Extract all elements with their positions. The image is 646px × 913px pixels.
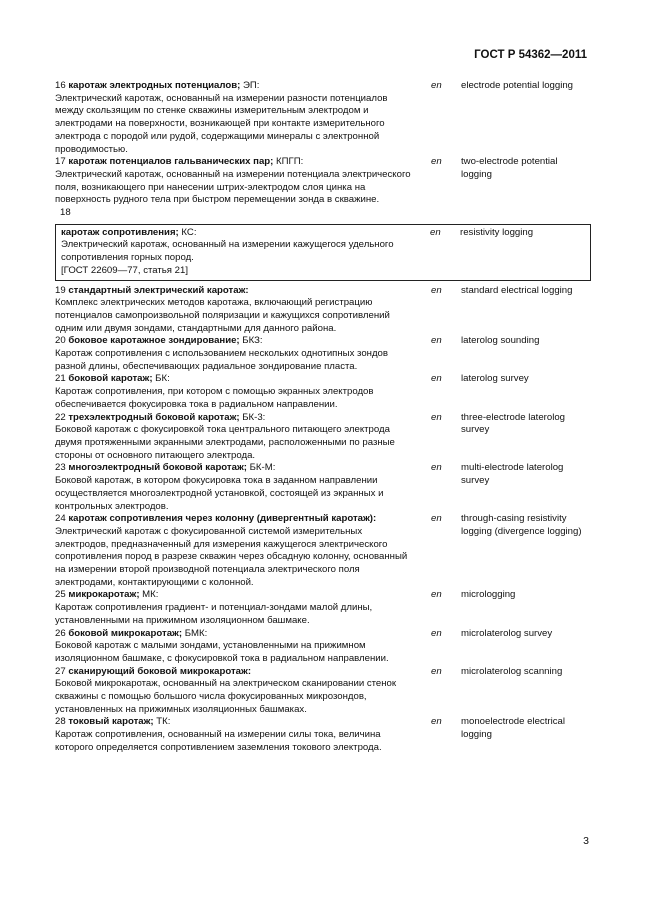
- terms-list-continued: [55, 285, 591, 755]
- term-abbr: КС:: [178, 226, 197, 238]
- english-term: microlaterolog survey: [461, 627, 553, 639]
- term-entry-26: [55, 628, 591, 666]
- term-name: токовый каротаж;: [68, 716, 154, 728]
- term-abbr: ЭП:: [240, 80, 260, 91]
- term-definition: Электрический каротаж с фокусированной системой измерительных электродов, предназначенный для измерения кажущегося электрического сопротивления пород в разрезе скважин через обсадную колонну, основанный на измерении второй производной потенциала электрического поля электродами, контактирующими с колонной.: [55, 525, 408, 588]
- term-number: 17: [55, 156, 66, 168]
- term-name: многоэлектродный боковой каротаж;: [68, 462, 247, 474]
- term-reference: [ГОСТ 22609—77, статья 21]: [61, 264, 188, 276]
- english-term: three-electrode laterolog survey: [461, 411, 565, 436]
- term-definition: Боковой каротаж, в котором фокусировка тока в заданном направлении осуществляется многоэлектродной установкой, состоящей из экранных и контрольных электродов.: [55, 475, 384, 512]
- english-term: laterolog survey: [461, 373, 529, 385]
- term-entry-23: [55, 462, 591, 513]
- term-number: 27: [55, 665, 66, 677]
- term-name: боковой микрокаротаж;: [68, 627, 183, 639]
- english-term: through-casing resistivity logging (divergence logging): [461, 513, 582, 537]
- lang-code: en: [431, 462, 442, 474]
- english-term: micrologging: [461, 589, 516, 601]
- term-ru: [55, 412, 418, 463]
- lang-code: en: [431, 589, 442, 601]
- term-abbr: БК-3:: [239, 411, 266, 423]
- term-ru: [55, 156, 418, 207]
- term-name: каротаж потенциалов гальванических пар;: [68, 156, 274, 168]
- term-abbr: КПГП:: [273, 156, 304, 168]
- term-ru: [55, 716, 418, 754]
- document-header: ГОСТ Р 54362—2011: [474, 49, 587, 61]
- term-number: 28: [55, 716, 66, 728]
- term-abbr: БМК:: [182, 627, 208, 639]
- term-definition: Каротаж сопротивления, при котором с помощью экранных электродов обеспечивается фокусировка тока в радиальном направлении.: [55, 386, 374, 410]
- term-abbr: ТК:: [153, 716, 171, 728]
- term-number: 23: [55, 462, 66, 474]
- term-ru: [55, 285, 418, 336]
- term-number: 16: [55, 80, 66, 91]
- lang-code: en: [431, 156, 442, 168]
- terms-list: [55, 80, 591, 755]
- term-entry-25: [55, 589, 591, 627]
- term-definition: Электрический каротаж, основанный на измерении разности потенциалов между скользящим по стенке скважины измерительным электродом и электродами на поверхности, возникающей при контакте измерительного электрода с породой или рудой, содержащими минералы с электронной проводимостью.: [55, 92, 388, 155]
- term-name: стандартный электрический каротаж:: [68, 284, 249, 296]
- english-term: standard electrical logging: [461, 284, 573, 296]
- term-entry-16: [55, 80, 591, 156]
- lang-code: en: [431, 373, 442, 385]
- term-entry-20: [55, 335, 591, 373]
- term-name: трехэлектродный боковой каротаж;: [68, 411, 240, 423]
- lang-code: en: [431, 627, 442, 639]
- term-ru: [55, 628, 418, 666]
- term-name: каротаж сопротивления через колонну (дивергентный каротаж):: [68, 513, 377, 525]
- term-ru: [55, 666, 418, 717]
- term-definition: Боковой микрокаротаж, основанный на электрическом сканировании стенок скважины с помощью большого числа фокусированных микрозондов, установленных на прижимных изоляционных башмаках.: [55, 678, 397, 715]
- term-ru: [61, 227, 417, 278]
- term-definition: Боковой каротаж с фокусировкой тока центрального питающего электрода двумя протяженными экранными электродами, расположенными по разные стороны от основного питающего электрода.: [55, 424, 395, 461]
- term-definition: Каротаж сопротивления, основанный на измерении силы тока, величина которого определяется сопротивлением заземления токового электрода.: [55, 729, 382, 753]
- term-abbr: МК:: [139, 589, 159, 601]
- term-number: 26: [55, 627, 66, 639]
- term-entry-22: [55, 412, 591, 463]
- term-number: 21: [55, 373, 66, 385]
- term-number: 22: [55, 411, 66, 423]
- term-name: каротаж сопротивления;: [61, 226, 179, 238]
- term-entry-17: [55, 156, 591, 207]
- lang-code: en: [431, 513, 442, 525]
- term-entry-28: [55, 716, 591, 754]
- lang-code: en: [430, 226, 441, 238]
- term-name: микрокаротаж;: [68, 589, 140, 601]
- term-abbr: БК-М:: [246, 462, 276, 474]
- term-ru: [55, 335, 418, 373]
- term-number: 24: [55, 513, 66, 525]
- term-definition: Каротаж сопротивления градиент- и потенциал-зондами малой длины, установленными на прижимном изоляционном башмаке.: [55, 602, 373, 626]
- term-entry-24: [55, 513, 591, 589]
- lang-code: en: [431, 665, 442, 677]
- term-definition: Комплекс электрических методов каротажа, включающий регистрацию потенциалов самопроизвольной поляризации и кажущихся сопротивлений одним или двумя зондами, стандартными для данного района.: [55, 297, 390, 334]
- term-number: 25: [55, 589, 66, 601]
- page-number: 3: [583, 835, 589, 847]
- term-name: сканирующий боковой микрокаротаж:: [68, 665, 252, 677]
- term-definition: Боковой каротаж с малыми зондами, установленными на прижимном изоляционном башмаке, с фокусировкой тока в радиальном направлении.: [55, 640, 389, 664]
- term-definition: Электрический каротаж, основанный на измерении кажущегося удельного сопротивления горных пород.: [61, 239, 394, 264]
- english-term: multi-electrode laterolog survey: [461, 462, 564, 487]
- term-name: боковое каротажное зондирование;: [68, 335, 240, 347]
- english-term: monoelectrode electrical logging: [461, 716, 565, 741]
- term-definition: Электрический каротаж, основанный на измерении потенциала электрического поля, возникающего при нанесении штрих-электродом слоя цинка на поверхность рудного тела при быстром перемещении зонда в скважине.: [55, 168, 411, 206]
- lang-code: en: [431, 335, 442, 347]
- lang-code: en: [431, 284, 442, 296]
- english-term: microlaterolog scanning: [461, 665, 563, 677]
- boxed-term-entry: [55, 224, 591, 281]
- term-entry-27: [55, 666, 591, 717]
- term-number-18: 18: [60, 207, 71, 219]
- lang-code: en: [431, 80, 442, 91]
- term-entry-21: [55, 373, 591, 411]
- term-ru: [55, 589, 418, 627]
- term-number: 20: [55, 335, 66, 347]
- term-abbr: БК:: [152, 373, 170, 385]
- term-number: 19: [55, 284, 66, 296]
- english-term: two-electrode potential logging: [461, 156, 558, 180]
- term-ru: [55, 373, 418, 411]
- term-ru: [55, 462, 418, 513]
- english-term: laterolog sounding: [461, 335, 540, 347]
- english-term: resistivity logging: [460, 226, 534, 238]
- lang-code: en: [431, 411, 442, 423]
- term-abbr: БКЗ:: [239, 335, 263, 347]
- term-name: боковой каротаж;: [68, 373, 153, 385]
- term-ru: [55, 80, 418, 156]
- term-definition: Каротаж сопротивления с использованием нескольких однотипных зондов разной длины, обеспечивающих радиальное зондирование пласта.: [55, 348, 388, 372]
- term-ru: [55, 513, 418, 589]
- english-term: electrode potential logging: [461, 80, 574, 91]
- term-entry-19: [55, 285, 591, 336]
- lang-code: en: [431, 716, 442, 728]
- term-name: каротаж электродных потенциалов;: [68, 80, 241, 91]
